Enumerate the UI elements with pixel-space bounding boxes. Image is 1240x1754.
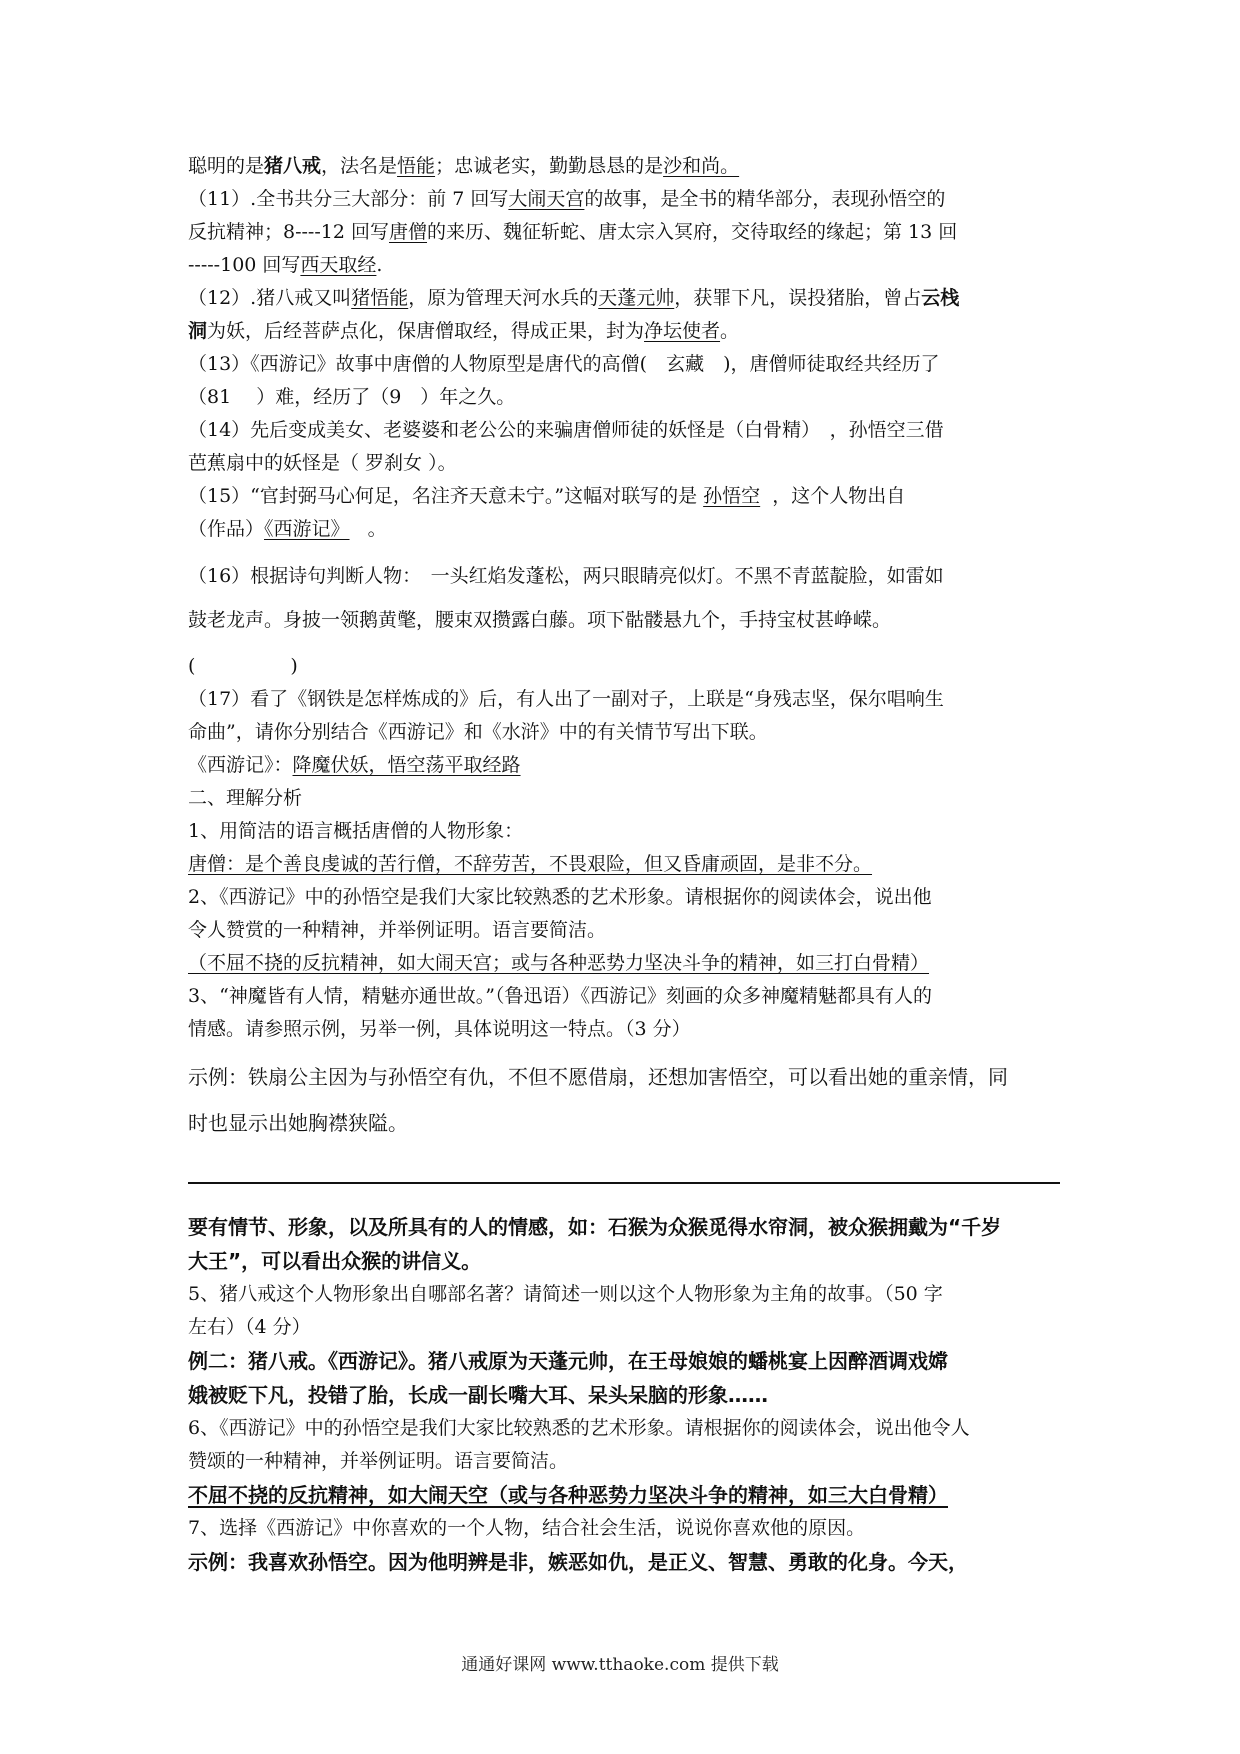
answer-3: 要有情节、形象，以及所具有的人的情感，如：石猴为众猴觅得水帘洞，被众猴拥戴为“千岁 [188, 1215, 1002, 1239]
text-line: 反抗精神；8----12 回写唐僧的来历、魏征斩蛇、唐太宗入冥府，交待取经的缘起；第 13 回 [188, 221, 958, 243]
text-line: 洞为妖，后经菩萨点化，保唐僧取经，得成正果，封为净坛使者。 [188, 320, 740, 342]
text-line: 芭蕉扇中的妖怪是（ 罗刹女 ）。 [188, 452, 457, 474]
text-line: 左右）（4 分） [188, 1316, 311, 1338]
text-line: （81 ）难，经历了（9 ）年之久。 [188, 386, 516, 408]
text-line: 《西游记》：降魔伏妖，悟空荡平取经路 [188, 754, 521, 776]
example-text: 示例：铁扇公主因为与孙悟空有仇，不但不愿借扇，还想加害悟空，可以看出她的重亲情，同 [188, 1065, 1008, 1089]
answer-7: 示例：我喜欢孙悟空。因为他明辨是非，嫉恶如仇，是正义、智慧、勇敢的化身。今天， [188, 1550, 968, 1574]
question-11: （11）.全书共分三大部分：前 7 回写大闹天宫的故事，是全书的精华部分，表现孙悟空的 [188, 188, 946, 210]
text-line: 聪明的是猪八戒，法名是悟能；忠诚老实，勤勤恳恳的是沙和尚。 [188, 155, 740, 177]
analysis-3: 3、“神魔皆有人情，精魅亦通世故。”（鲁迅语）《西游记》刻画的众多神魔精魅都具有人的 [188, 985, 933, 1007]
analysis-1: 1、用简洁的语言概括唐僧的人物形象： [188, 820, 524, 842]
question-14: （14）先后变成美女、老婆婆和老公公的来骗唐僧师徒的妖怪是（白骨精） ，孙悟空三借 [188, 419, 944, 441]
text-line: 大王”，可以看出众猴的讲信义。 [188, 1249, 482, 1273]
text-line: 鼓老龙声。身披一领鹅黄氅，腰束双攒露白藤。项下骷髅悬九个，手持宝杖甚峥嵘。 [188, 609, 892, 631]
answer-5: 例二：猪八戒。《西游记》。猪八戒原为天蓬元帅，在王母娘娘的蟠桃宴上因醉酒调戏嫦 [188, 1349, 948, 1373]
text-line: 娥被贬下凡，投错了胎，长成一副长嘴大耳、呆头呆脑的形象…… [188, 1383, 768, 1407]
question-13: （13）《西游记》故事中唐僧的人物原型是唐代的高僧( 玄藏 )，唐僧师徒取经共经历了 [188, 353, 940, 375]
text-line: 令人赞赏的一种精神，并举例证明。语言要简洁。 [188, 919, 607, 941]
section-heading: 二、理解分析 [188, 787, 303, 809]
answer-rule [188, 1182, 1060, 1184]
question-16: （16）根据诗句判断人物： 一头红焰发蓬松，两只眼睛亮似灯。不黑不青蓝靛脸，如雷如 [188, 565, 944, 587]
question-17: （17）看了《钢铁是怎样炼成的》后，有人出了一副对子，上联是“身残志坚，保尔唱响生 [188, 688, 944, 710]
answer-2: （不屈不挠的反抗精神，如大闹天宫；或与各种恶势力坚决斗争的精神，如三打白骨精） [188, 952, 930, 974]
answer-6: 不屈不挠的反抗精神，如大闹天空（或与各种恶势力坚决斗争的精神，如三大白骨精） [188, 1483, 948, 1507]
text-line: 赞颂的一种精神，并举例证明。语言要简洁。 [188, 1450, 569, 1472]
text-line: 情感。请参照示例，另举一例，具体说明这一特点。（3 分） [188, 1018, 691, 1040]
question-15: （15）“官封弼马心何足，名注齐天意未宁。”这幅对联写的是 孙悟空 ，这个人物出自 [188, 485, 906, 507]
text-line: 时也显示出她胸襟狭隘。 [188, 1111, 408, 1135]
answer-1: 唐僧：是个善良虔诚的苦行僧，不辞劳苦，不畏艰险，但又昏庸顽固，是非不分。 [188, 853, 873, 875]
analysis-2: 2、《西游记》中的孙悟空是我们大家比较熟悉的艺术形象。请根据你的阅读体会，说出他 [188, 886, 932, 908]
analysis-6: 6、《西游记》中的孙悟空是我们大家比较熟悉的艺术形象。请根据你的阅读体会，说出他令人 [188, 1417, 970, 1439]
analysis-7: 7、选择《西游记》中你喜欢的一个人物，结合社会生活，说说你喜欢他的原因。 [188, 1517, 866, 1539]
page-footer: 通通好课网 www.tthaoke.com 提供下载 [461, 1655, 779, 1675]
text-line: 命曲”，请你分别结合《西游记》和《水浒》中的有关情节写出下联。 [188, 721, 768, 743]
text-line: （作品）《西游记》 。 [188, 518, 387, 540]
document-body [188, 150, 1060, 1579]
text-line: -----100 回写西天取经. [188, 254, 383, 276]
answer-blank: ( ) [188, 655, 298, 677]
question-12: （12）.猪八戒又叫猪悟能，原为管理天河水兵的天蓬元帅，获罪下凡，误投猪胎，曾占云栈 [188, 287, 960, 309]
analysis-5: 5、猪八戒这个人物形象出自哪部名著？请简述一则以这个人物形象为主角的故事。（50 字 [188, 1283, 943, 1305]
